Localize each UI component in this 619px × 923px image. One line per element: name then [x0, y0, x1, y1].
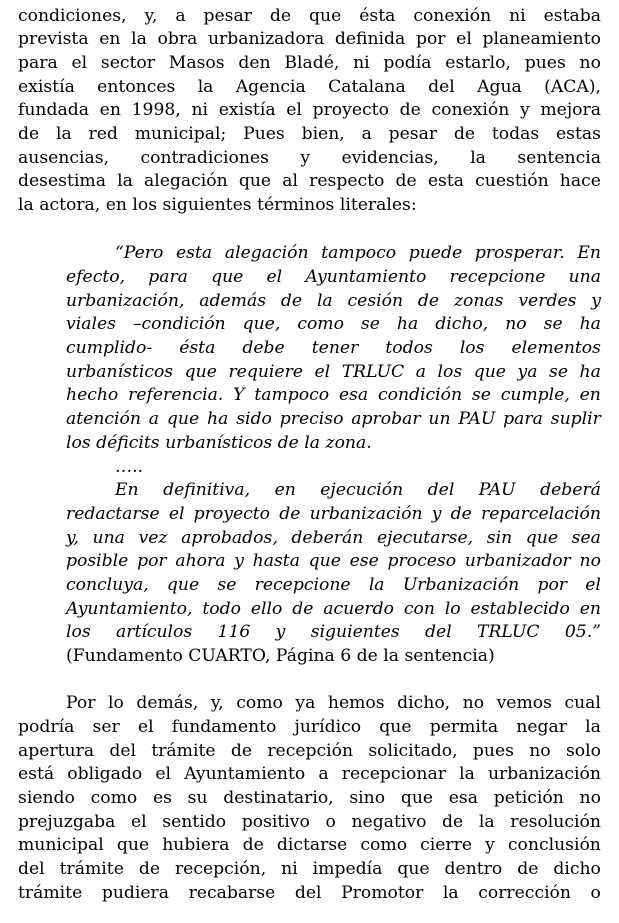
citation-line: (Fundamento CUARTO, Página 6 de la sentencia)	[66, 646, 495, 666]
intro-line: fundada en 1998, ni existía el proyecto de conexión y mejora	[18, 100, 601, 120]
quote-line: Ayuntamiento, todo ello de acuerdo con lo establecido en	[66, 599, 601, 619]
quote-line: los artículos 116 y siguientes del TRLUC 05.”	[66, 622, 601, 642]
intro-line: condiciones, y, a pesar de que ésta conexión ni estaba	[18, 6, 601, 26]
closing-line: siendo como es su destinatario, sino que esa petición no	[18, 788, 601, 808]
quote-line: cumplido- ésta debe tener todos los elementos	[66, 338, 601, 358]
quote-line: atención a que ha sido preciso aprobar un PAU para suplir	[66, 409, 601, 429]
closing-line: municipal que hubiera de dictarse como cierre y conclusión	[18, 835, 601, 855]
quote-line: urbanización, además de la cesión de zonas verdes y	[66, 291, 601, 311]
quote-line: …..	[115, 457, 144, 477]
intro-line: la actora, en los siguientes términos literales:	[18, 195, 417, 215]
closing-line: trámite pudiera recabarse del Promotor la corrección o	[18, 883, 601, 903]
quote-line: “Pero esta alegación tampoco puede prosperar. En	[115, 243, 601, 263]
closing-line: podría ser el fundamento jurídico que permita negar la	[18, 717, 601, 737]
closing-line: está obligado el Ayuntamiento a recepcionar la urbanización	[18, 764, 601, 784]
intro-line: ausencias, contradiciones y evidencias, la sentencia	[18, 148, 601, 168]
quote-line: y, una vez aprobados, deberán ejecutarse, sin que sea	[66, 528, 601, 548]
quote-line: efecto, para que el Ayuntamiento recepcione una	[66, 267, 601, 287]
intro-line: prevista en la obra urbanizadora definida por el planeamiento	[18, 29, 601, 49]
intro-line: de la red municipal; Pues bien, a pesar de todas estas	[18, 124, 601, 144]
quote-line: En definitiva, en ejecución del PAU deberá	[115, 480, 601, 500]
quote-line: urbanísticos que requiere el TRLUC a los que ya se ha	[66, 362, 601, 382]
intro-line: para el sector Masos den Bladé, ni podía estarlo, pues no	[18, 53, 601, 73]
quote-line: redactarse el proyecto de urbanización y de reparcelación	[66, 504, 601, 524]
closing-line: apertura del trámite de recepción solicitado, pues no solo	[18, 741, 601, 761]
quote-line: posible por ahora y hasta que ese proceso urbanizador no	[66, 551, 601, 571]
closing-line: del trámite de recepción, ni impedía que dentro de dicho	[18, 859, 601, 879]
intro-line: desestima la alegación que al respecto de esta cuestión hace	[18, 171, 601, 191]
quote-line: los déficits urbanísticos de la zona.	[66, 433, 372, 453]
closing-line: prejuzgaba el sentido positivo o negativo de la resolución	[18, 812, 601, 832]
quote-line: concluya, que se recepcione la Urbanización por el	[66, 575, 601, 595]
quote-line: viales –condición que, como se ha dicho, no se ha	[66, 314, 601, 334]
closing-line: Por lo demás, y, como ya hemos dicho, no vemos cual	[66, 693, 601, 713]
quote-line: hecho referencia. Y tampoco esa condición se cumple, en	[66, 385, 601, 405]
intro-line: existía entonces la Agencia Catalana del Agua (ACA),	[18, 77, 601, 97]
